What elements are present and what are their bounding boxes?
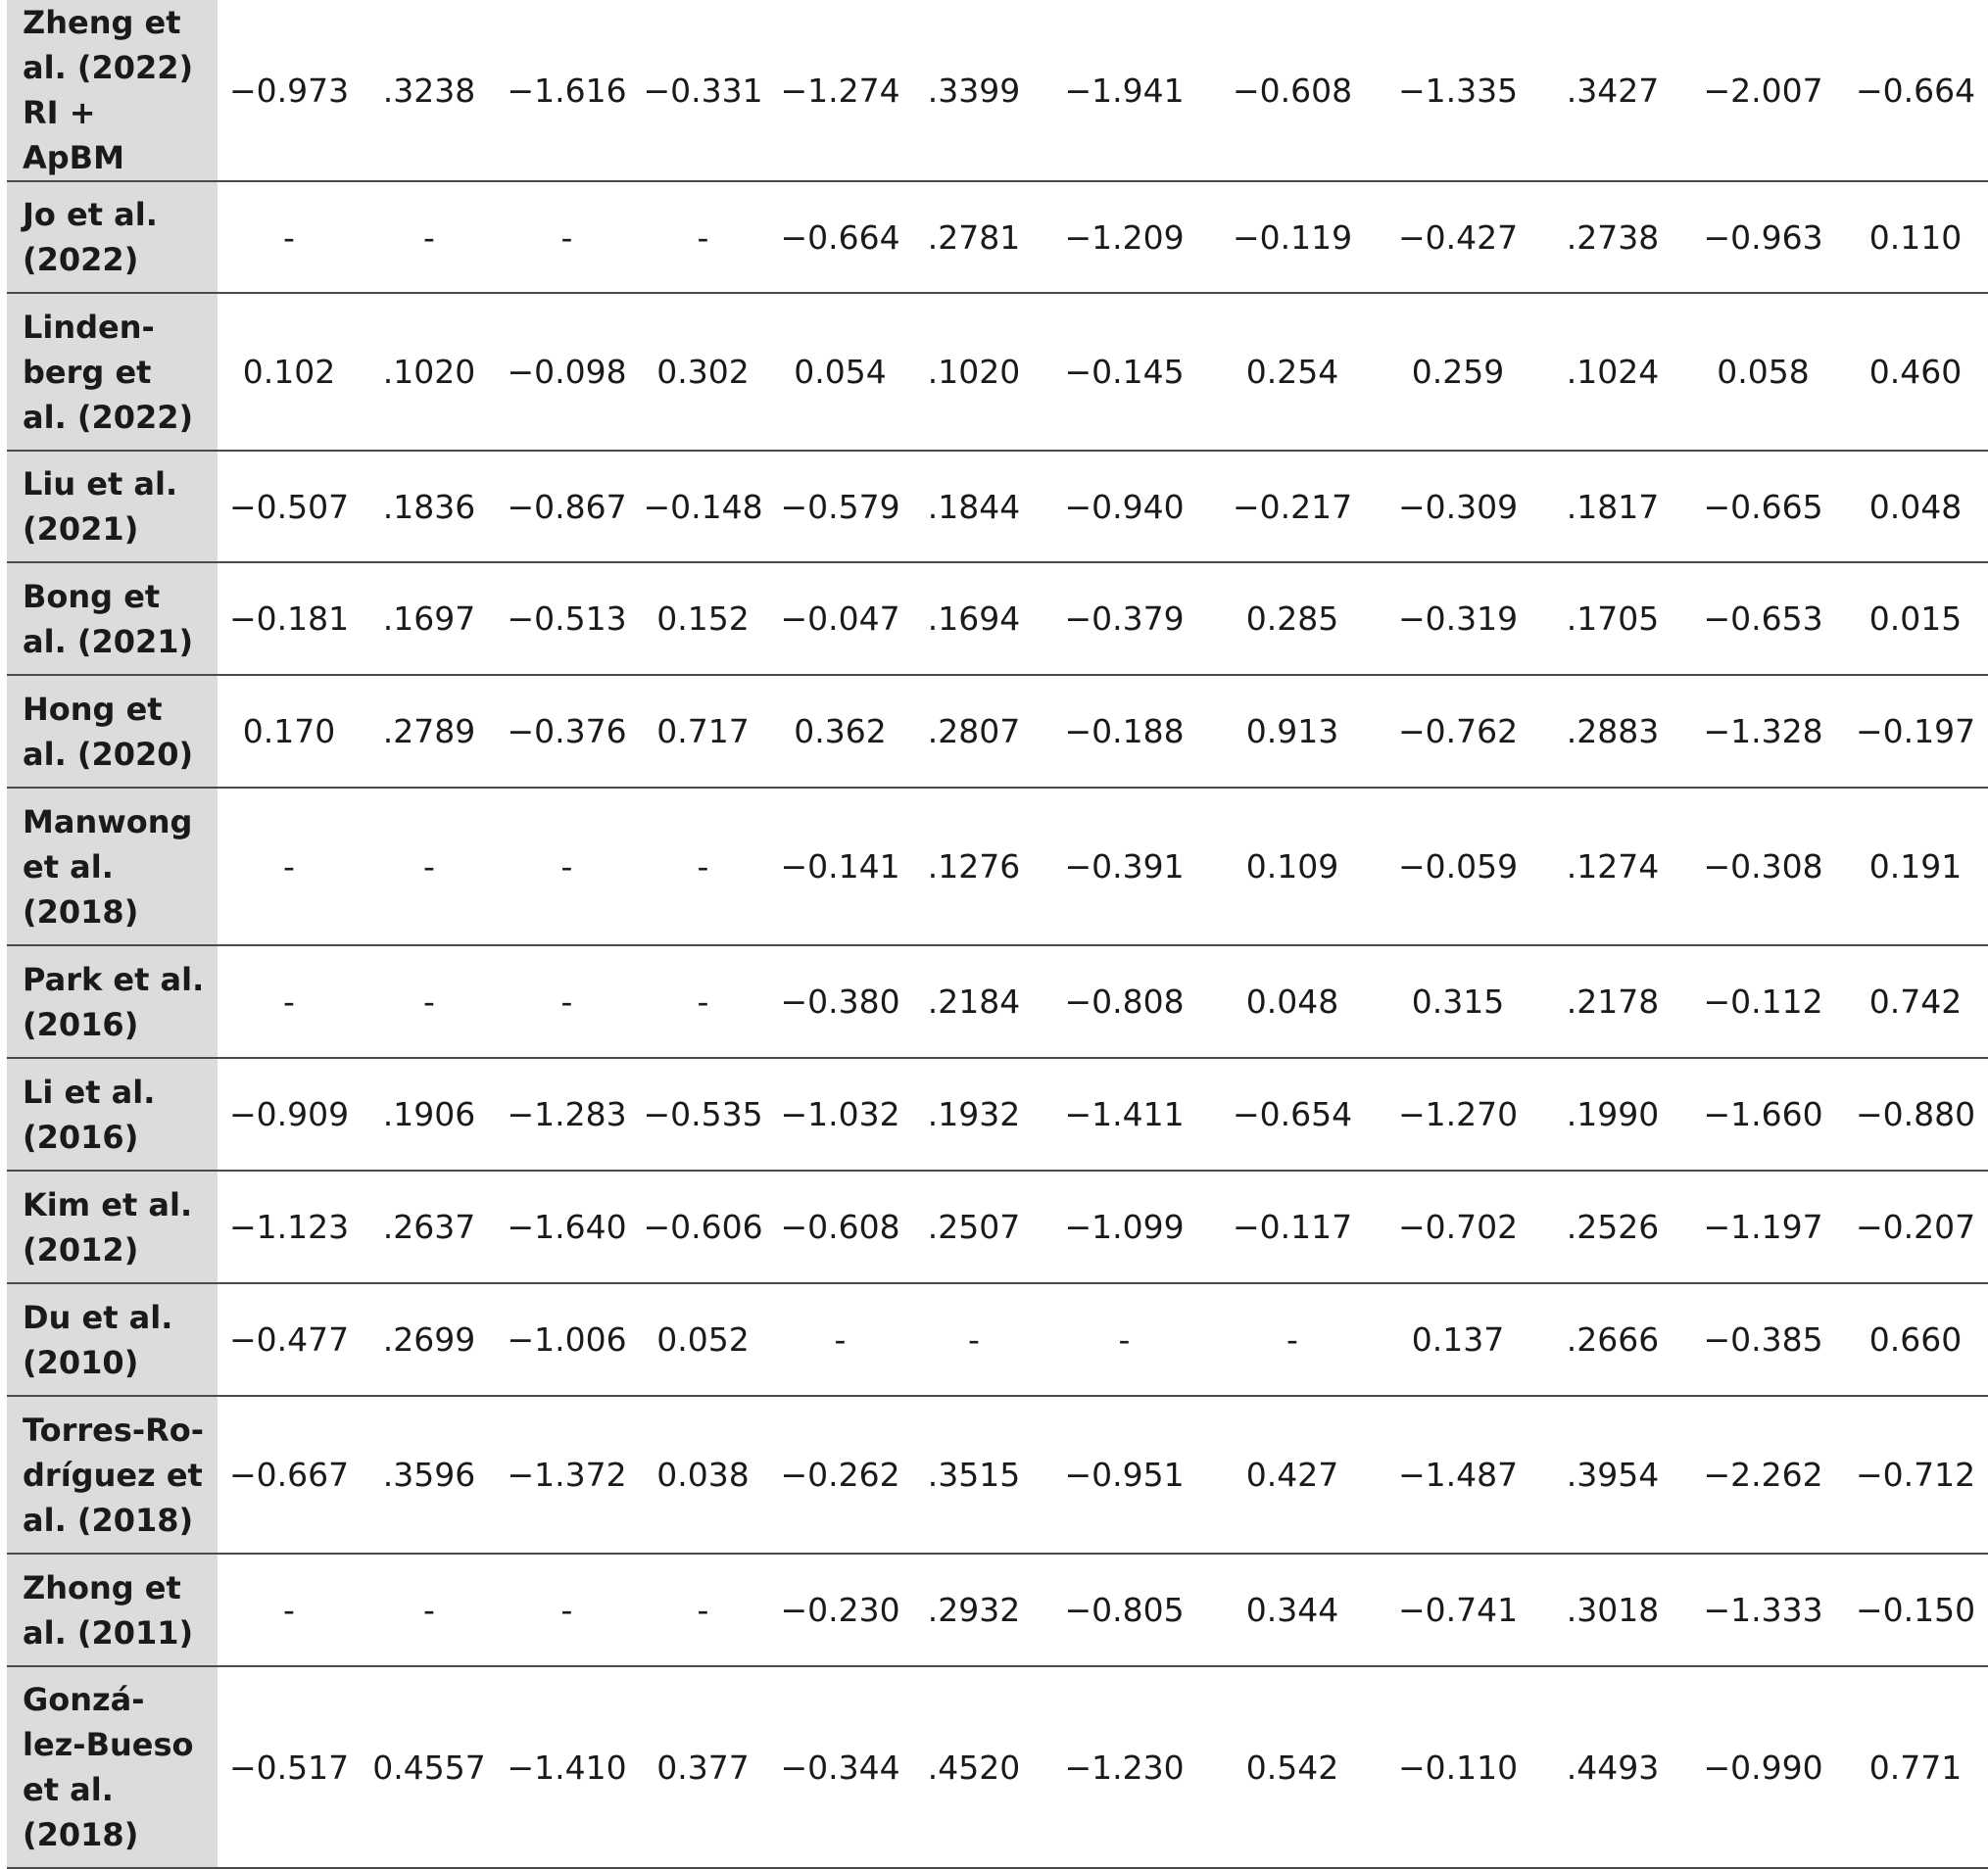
cell-value: −1.487 [1374,1396,1542,1554]
study-name: Jo et al. (2022) [7,181,218,293]
cell-value: .2637 [361,1171,498,1283]
cell-value: .1020 [910,293,1038,451]
study-name: Manwong et al. (2018) [7,788,218,945]
cell-value: −0.262 [770,1396,910,1554]
cell-value: −1.372 [498,1396,636,1554]
cell-value: −0.188 [1038,675,1211,788]
cell-value: .1705 [1542,562,1683,675]
table-row [7,181,1988,293]
cell-value: −1.032 [770,1058,910,1171]
cell-value: 0.054 [770,293,910,451]
cell-value: 0.102 [218,293,361,451]
cell-value: .3596 [361,1396,498,1554]
cell-value: 0.4557 [361,1666,498,1868]
cell-value: −0.385 [1683,1283,1843,1396]
cell-value: 0.254 [1211,293,1374,451]
cell-value: 0.285 [1211,562,1374,675]
cell-value: .3238 [361,0,498,181]
cell-value: −0.653 [1683,562,1843,675]
cell-value: −0.909 [218,1058,361,1171]
study-name: Li et al. (2016) [7,1058,218,1171]
table-row [7,675,1988,788]
cell-value: −0.379 [1038,562,1211,675]
study-name: Zhong et al. (2011) [7,1554,218,1666]
cell-value: −0.141 [770,788,910,945]
cell-value: 0.109 [1211,788,1374,945]
cell-value: 0.542 [1211,1666,1374,1868]
cell-value: −0.654 [1211,1058,1374,1171]
cell-value: - [770,1283,910,1396]
cell-value: 0.771 [1843,1666,1988,1868]
cell-value: 0.302 [636,293,770,451]
cell-value: −0.808 [1038,945,1211,1058]
cell-value: −0.712 [1843,1396,1988,1554]
cell-value: 0.377 [636,1666,770,1868]
study-name: Du et al. (2010) [7,1283,218,1396]
cell-value: .2883 [1542,675,1683,788]
cell-value: −0.667 [218,1396,361,1554]
table-row [7,1554,1988,1666]
cell-value: −0.535 [636,1058,770,1171]
cell-value: - [636,788,770,945]
cell-value: 0.344 [1211,1554,1374,1666]
cell-value: −0.517 [218,1666,361,1868]
cell-value: −0.805 [1038,1554,1211,1666]
cell-value: 0.913 [1211,675,1374,788]
cell-value: .2789 [361,675,498,788]
cell-value: .1024 [1542,293,1683,451]
cell-value: 0.170 [218,675,361,788]
cell-value: −0.664 [1843,0,1988,181]
cell-value: −0.207 [1843,1171,1988,1283]
cell-value: −1.410 [498,1666,636,1868]
cell-value: .3399 [910,0,1038,181]
cell-value: .2526 [1542,1171,1683,1283]
cell-value: −2.007 [1683,0,1843,181]
study-name: Bong et al. (2021) [7,562,218,675]
study-name: Gonzá-lez-Bueso et al. (2018) [7,1666,218,1868]
study-name: Hong et al. (2020) [7,675,218,788]
cell-value: −0.148 [636,451,770,562]
cell-value: - [636,1554,770,1666]
cell-value: .1906 [361,1058,498,1171]
cell-value: −0.664 [770,181,910,293]
cell-value: −0.309 [1374,451,1542,562]
cell-value: .2699 [361,1283,498,1396]
cell-value: 0.048 [1843,451,1988,562]
cell-value: .2178 [1542,945,1683,1058]
cell-value: 0.137 [1374,1283,1542,1396]
cell-value: - [636,945,770,1058]
cell-value: - [1038,1283,1211,1396]
cell-value: −1.230 [1038,1666,1211,1868]
study-name: Zheng et al. (2022) RI + ApBM [7,0,218,181]
cell-value: - [361,1554,498,1666]
cell-value: 0.315 [1374,945,1542,1058]
cell-value: −0.110 [1374,1666,1542,1868]
cell-value: −0.181 [218,562,361,675]
cell-value: .3427 [1542,0,1683,181]
cell-value: −0.665 [1683,451,1843,562]
cell-value: 0.052 [636,1283,770,1396]
cell-value: 0.460 [1843,293,1988,451]
table-row [7,0,1988,181]
cell-value: −0.391 [1038,788,1211,945]
cell-value: −1.616 [498,0,636,181]
cell-value: −0.477 [218,1283,361,1396]
cell-value: 0.015 [1843,562,1988,675]
cell-value: −0.098 [498,293,636,451]
cell-value: −1.197 [1683,1171,1843,1283]
cell-value: - [361,788,498,945]
cell-value: .3954 [1542,1396,1683,1554]
table-row [7,1666,1988,1868]
cell-value: −1.333 [1683,1554,1843,1666]
table-row [7,562,1988,675]
cell-value: - [218,1554,361,1666]
cell-value: −2.262 [1683,1396,1843,1554]
cell-value: - [498,1554,636,1666]
cell-value: −0.150 [1843,1554,1988,1666]
study-name: Torres-Ro-dríguez et al. (2018) [7,1396,218,1554]
cell-value: 0.191 [1843,788,1988,945]
cell-value: .3018 [1542,1554,1683,1666]
study-name: Park et al. (2016) [7,945,218,1058]
cell-value: −0.507 [218,451,361,562]
cell-value: −0.579 [770,451,910,562]
cell-value: −0.427 [1374,181,1542,293]
cell-value: −0.230 [770,1554,910,1666]
study-name: Kim et al. (2012) [7,1171,218,1283]
table-row [7,1058,1988,1171]
cell-value: .1694 [910,562,1038,675]
cell-value: 0.742 [1843,945,1988,1058]
cell-value: - [361,181,498,293]
cell-value: −0.145 [1038,293,1211,451]
table-row [7,1283,1988,1396]
cell-value: .1836 [361,451,498,562]
cell-value: - [498,788,636,945]
cell-value: 0.259 [1374,293,1542,451]
cell-value: - [218,945,361,1058]
cell-value: −0.331 [636,0,770,181]
cell-value: −0.762 [1374,675,1542,788]
study-name: Linden-berg et al. (2022) [7,293,218,451]
cell-value: −1.335 [1374,0,1542,181]
cell-value: −1.209 [1038,181,1211,293]
cell-value: 0.058 [1683,293,1843,451]
cell-value: .2738 [1542,181,1683,293]
cell-value: .1844 [910,451,1038,562]
cell-value: .4520 [910,1666,1038,1868]
cell-value: −0.344 [770,1666,910,1868]
cell-value: −0.702 [1374,1171,1542,1283]
cell-value: .2807 [910,675,1038,788]
cell-value: −1.411 [1038,1058,1211,1171]
cell-value: −0.376 [498,675,636,788]
cell-value: −1.274 [770,0,910,181]
cell-value: −0.119 [1211,181,1374,293]
cell-value: .1276 [910,788,1038,945]
cell-value: −0.319 [1374,562,1542,675]
cell-value: .1697 [361,562,498,675]
cell-value: −1.283 [498,1058,636,1171]
table-row [7,1171,1988,1283]
cell-value: 0.660 [1843,1283,1988,1396]
cell-value: - [498,945,636,1058]
cell-value: −0.047 [770,562,910,675]
study-name: Liu et al. (2021) [7,451,218,562]
cell-value: - [636,181,770,293]
cell-value: .2781 [910,181,1038,293]
cell-value: −0.117 [1211,1171,1374,1283]
cell-value: −0.867 [498,451,636,562]
cell-value: - [218,181,361,293]
cell-value: - [361,945,498,1058]
cell-value: −0.112 [1683,945,1843,1058]
cell-value: −0.606 [636,1171,770,1283]
cell-value: .1932 [910,1058,1038,1171]
cell-value: −1.006 [498,1283,636,1396]
table-row [7,945,1988,1058]
cell-value: .2184 [910,945,1038,1058]
cell-value: .1990 [1542,1058,1683,1171]
cell-value: −1.270 [1374,1058,1542,1171]
cell-value: −1.123 [218,1171,361,1283]
cell-value: 0.362 [770,675,910,788]
cell-value: −0.608 [1211,0,1374,181]
table-row [7,788,1988,945]
cell-value: −1.099 [1038,1171,1211,1283]
cell-value: .2932 [910,1554,1038,1666]
cell-value: .1817 [1542,451,1683,562]
table-row [7,451,1988,562]
results-table [7,0,1988,1869]
cell-value: −0.308 [1683,788,1843,945]
cell-value: - [498,181,636,293]
cell-value: −0.963 [1683,181,1843,293]
cell-value: .3515 [910,1396,1038,1554]
cell-value: −0.380 [770,945,910,1058]
cell-value: −0.741 [1374,1554,1542,1666]
cell-value: −1.328 [1683,675,1843,788]
cell-value: −1.660 [1683,1058,1843,1171]
cell-value: 0.038 [636,1396,770,1554]
table-row [7,1396,1988,1554]
table-row [7,293,1988,451]
cell-value: .4493 [1542,1666,1683,1868]
cell-value: 0.048 [1211,945,1374,1058]
cell-value: −0.513 [498,562,636,675]
cell-value: −0.059 [1374,788,1542,945]
cell-value: 0.717 [636,675,770,788]
cell-value: - [1211,1283,1374,1396]
cell-value: −0.940 [1038,451,1211,562]
cell-value: −0.990 [1683,1666,1843,1868]
cell-value: −1.941 [1038,0,1211,181]
cell-value: −0.608 [770,1171,910,1283]
cell-value: −0.973 [218,0,361,181]
cell-value: −0.217 [1211,451,1374,562]
cell-value: 0.152 [636,562,770,675]
cell-value: −0.951 [1038,1396,1211,1554]
cell-value: .2507 [910,1171,1038,1283]
cell-value: - [910,1283,1038,1396]
cell-value: −1.640 [498,1171,636,1283]
cell-value: 0.110 [1843,181,1988,293]
cell-value: 0.427 [1211,1396,1374,1554]
cell-value: −0.197 [1843,675,1988,788]
cell-value: −0.880 [1843,1058,1988,1171]
cell-value: - [218,788,361,945]
cell-value: .1274 [1542,788,1683,945]
cell-value: .2666 [1542,1283,1683,1396]
cell-value: .1020 [361,293,498,451]
